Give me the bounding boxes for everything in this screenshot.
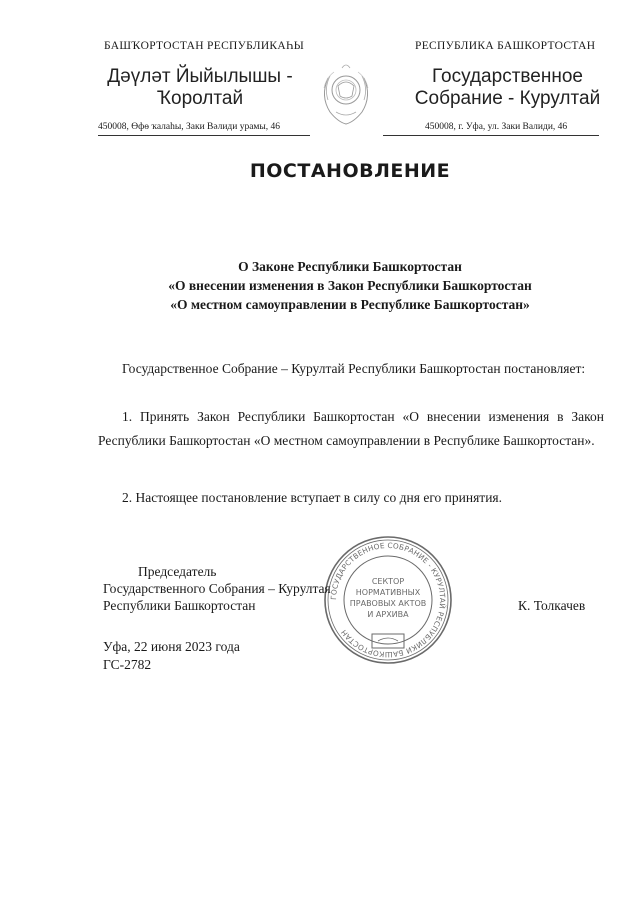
stamp-emblem-box	[372, 634, 404, 648]
header-left-name-line-1: Дәүләт Йыйылышы -	[107, 66, 293, 87]
document-subject	[100, 257, 600, 314]
header-left-address: 450008, Өфө ҡалаһы, Заки Вәлиди урамы, 46	[98, 122, 281, 132]
header-right-address: 450008, г. Уфа, ул. Заки Валиди, 46	[425, 122, 568, 132]
official-stamp	[322, 534, 454, 666]
stamp-ring-text: ГОСУДАРСТВЕННОЕ СОБРАНИЕ - КУРУЛТАЙ РЕСПУБЛИКИ БАШКОРТОСТАН	[328, 540, 448, 660]
coat-of-arms-emblem	[316, 48, 376, 128]
stamp-line-3: ПРАВОВЫХ АКТОВ	[349, 599, 427, 608]
header-right-rule	[383, 135, 599, 136]
header-right-name	[405, 66, 610, 110]
document-date: Уфа, 22 июня 2023 года	[103, 639, 240, 654]
item-1-paragraph: 1. Принять Закон Республики Башкортостан «О внесении изменения в Закон Республики Башкортостан «О местном самоуправлении в Республике Башкортостан».	[98, 409, 604, 448]
signatory-name: К. Толкачев	[518, 598, 586, 613]
header-left-top: БАШҠОРТОСТАН РЕСПУБЛИКАҺЫ	[104, 40, 305, 52]
header-left-rule	[98, 135, 310, 136]
stamp-line-2: НОРМАТИВНЫХ	[355, 588, 421, 597]
subject-line-2: «О внесении изменения в Закон Республики Башкортостан	[168, 278, 532, 293]
header-right-name-line-1: Государственное	[432, 66, 583, 87]
document-title: ПОСТАНОВЛЕНИЕ	[249, 160, 451, 182]
header-right-top: РЕСПУБЛИКА БАШКОРТОСТАН	[415, 40, 596, 52]
item-2-paragraph: 2. Настоящее постановление вступает в силу со дня его принятия.	[122, 490, 503, 505]
header-left-name	[100, 66, 300, 110]
subject-line-3: «О местном самоуправлении в Республике Башкортостан»	[170, 297, 530, 312]
signature-line-2: Государственного Собрания – Курултая	[103, 581, 331, 596]
stamp-line-4: И АРХИВА	[367, 610, 409, 619]
subject-line-1: О Законе Республики Башкортостан	[238, 259, 462, 274]
stamp-line-1: СЕКТОР	[371, 577, 405, 586]
header-right-name-line-2: Собрание - Курултай	[414, 88, 601, 109]
document-number: ГС-2782	[103, 657, 152, 672]
intro-paragraph: Государственное Собрание – Курултай Республики Башкортостан постановляет:	[122, 361, 586, 376]
signature-line-3: Республики Башкортостан	[103, 598, 256, 613]
header-left-name-line-2: Ҡоролтай	[156, 88, 244, 109]
signature-line-1: Председатель	[138, 564, 217, 579]
